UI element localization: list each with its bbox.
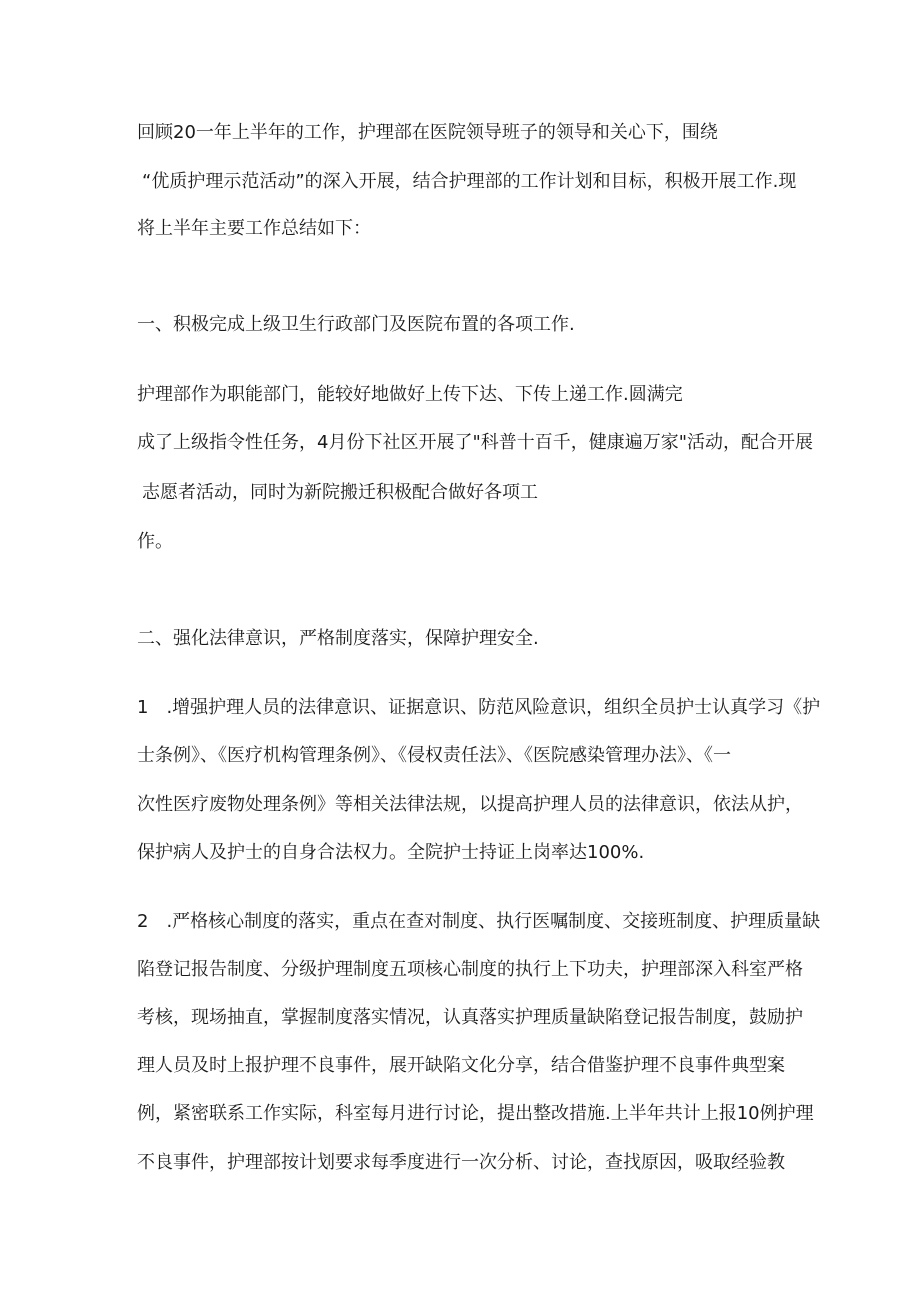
intro-line-3: 将上半年主要工作总结如下：: [137, 218, 371, 239]
section2-item2-line-4: 理人员及时上报护理不良事件，展开缺陷文化分享，结合借鉴护理不良事件典型案: [137, 1055, 785, 1076]
intro-line-2: “优质护理示范活动”的深入开展，结合护理部的工作计划和目标，积极开展工作.现: [142, 171, 797, 192]
section1-line-3: 志愿者活动，同时为新院搬迁积极配合做好各项工: [142, 482, 538, 503]
section2-heading: 二、强化法律意识，严格制度落实，保障护理安全.: [137, 628, 539, 649]
section2-item1-line-2: 士条例》、《医疗机构管理条例》、《侵权责任法》、《医院感染管理办法》、《一: [137, 745, 731, 766]
section2-item2-line-6: 不良事件，护理部按计划要求每季度进行一次分析、讨论，查找原因，吸取经验教: [137, 1152, 785, 1173]
section2-item2-line-3: 考核，现场抽直，掌握制度落实情况，认真落实护理质量缺陷登记报告制度，鼓励护: [137, 1007, 803, 1028]
section2-item1-line-4: 保护病人及护士的自身合法权力。全院护士持证上岗率达100%.: [137, 842, 645, 863]
section2-item2-line-1: 2 .严格核心制度的落实，重点在查对制度、执行医嘱制度、交接班制度、护理质量缺: [137, 911, 821, 932]
section1-line-1: 护理部作为职能部门，能较好地做好上传下达、下传上递工作.圆满完: [137, 384, 683, 405]
section1-line-4: 作。: [137, 531, 173, 552]
section2-item1-line-1: 1 .增强护理人员的法律意识、证据意识、防范风险意识，组织全员护士认真学习《护: [137, 697, 821, 718]
section1-heading: 一、积极完成上级卫生行政部门及医院布置的各项工作.: [137, 314, 575, 335]
section2-item2-line-2: 陷登记报告制度、分级护理制度五项核心制度的执行上下功夫，护理部深入科室严格: [137, 959, 803, 980]
intro-line-1: 回顾20一年上半年的工作，护理部在医院领导班子的领导和关心下，围绕: [137, 122, 718, 143]
section2-item1-line-3: 次性医疗废物处理条例》等相关法律法规，以提高护理人员的法律意识，依法从护，: [137, 794, 803, 815]
section1-line-2: 成了上级指令性任务，4月份下社区开展了"科普十百千，健康遍万家"活动，配合开展: [137, 432, 814, 453]
section2-item2-line-5: 例，紧密联系工作实际，科室每月进行讨论，提出整改措施.上半年共计上报10例护理: [137, 1103, 814, 1124]
